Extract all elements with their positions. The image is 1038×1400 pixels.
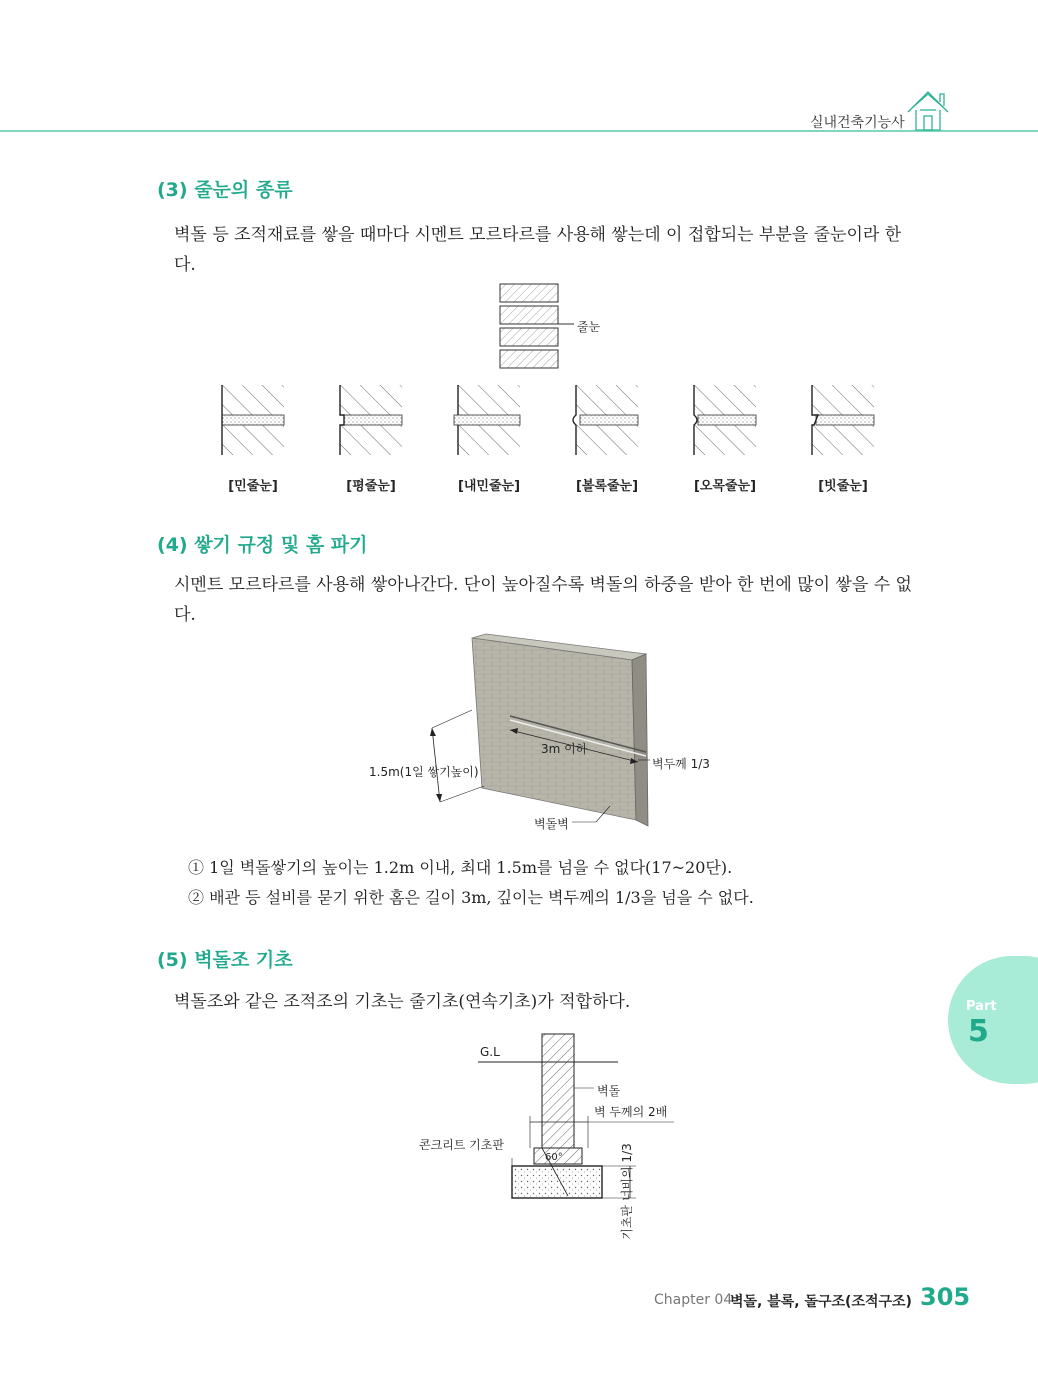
section-4-title: (4) 쌓기 규정 및 홈 파기: [157, 534, 368, 556]
width-label: 벽 두께의 2배: [594, 1105, 668, 1119]
part-number: 5: [968, 1014, 989, 1049]
joint-label-concave: [오목줄눈]: [693, 479, 757, 494]
joint-label-projecting: [내민줄눈]: [457, 479, 521, 494]
rule-item-2: ② 배관 등 설비를 묻기 위한 홈은 길이 3m, 깊이는 벽두께의 1/3을 넘을 수 없다.: [188, 888, 754, 907]
wall-label: 벽돌벽: [534, 817, 569, 831]
section-5-paragraph: 벽돌조와 같은 조적조의 기초는 줄기초(연속기초)가 적합하다.: [174, 992, 631, 1012]
section-3-paragraph: 벽돌 등 조적재료를 쌓을 때마다 시멘트 모르타르를 사용해 쌓는데 이 접합되는 부분을 줄눈이라 한다.: [174, 225, 902, 275]
depth-label: 기초판 너비의 1/3: [619, 1143, 634, 1240]
part-word: Part: [966, 999, 997, 1014]
footer-chapter: Chapter 04: [654, 1292, 733, 1308]
book-title: 실내건축기능사: [810, 115, 905, 131]
ground-line-label: G.L: [480, 1045, 500, 1059]
footer-chapter-title: 벽돌, 블록, 돌구조(조적구조): [730, 1294, 912, 1310]
brick-wall-figure: [360, 630, 740, 840]
section-3-title: (3) 줄눈의 종류: [157, 179, 293, 201]
foundation-figure: [460, 1030, 690, 1240]
mortar-joint-label: 줄눈: [577, 320, 601, 334]
angle-label: 60°: [545, 1152, 563, 1163]
part-tab: [948, 956, 1038, 1084]
groove-depth-label: 벽두께 1/3: [652, 757, 710, 771]
height-label: 1.5m(1일 쌓기높이): [369, 765, 479, 779]
joint-label-convex: [볼록줄눈]: [575, 479, 639, 494]
joint-type-diagrams: [180, 385, 900, 460]
groove-length-label: 3m 이하: [541, 742, 588, 756]
house-icon: [906, 88, 952, 132]
section-5-title: (5) 벽돌조 기초: [157, 949, 293, 971]
joint-label-flush: [민줄눈]: [228, 479, 278, 494]
joint-label-oblique: [빗줄눈]: [818, 479, 868, 494]
page-number: 305: [920, 1283, 971, 1311]
mortar-joint-figure: [480, 276, 630, 376]
brick-label: 벽돌: [597, 1084, 621, 1098]
joint-label-flat: [평줄눈]: [346, 479, 396, 494]
rule-item-1: ① 1일 벽돌쌓기의 높이는 1.2m 이내, 최대 1.5m를 넘을 수 없다(17~20단).: [188, 858, 733, 877]
section-4-paragraph: 시멘트 모르타르를 사용해 쌓아나간다. 단이 높아질수록 벽돌의 하중을 받아 한 번에 많이 쌓을 수 없다.: [174, 575, 912, 625]
slab-label: 콘크리트 기초판: [419, 1138, 504, 1152]
